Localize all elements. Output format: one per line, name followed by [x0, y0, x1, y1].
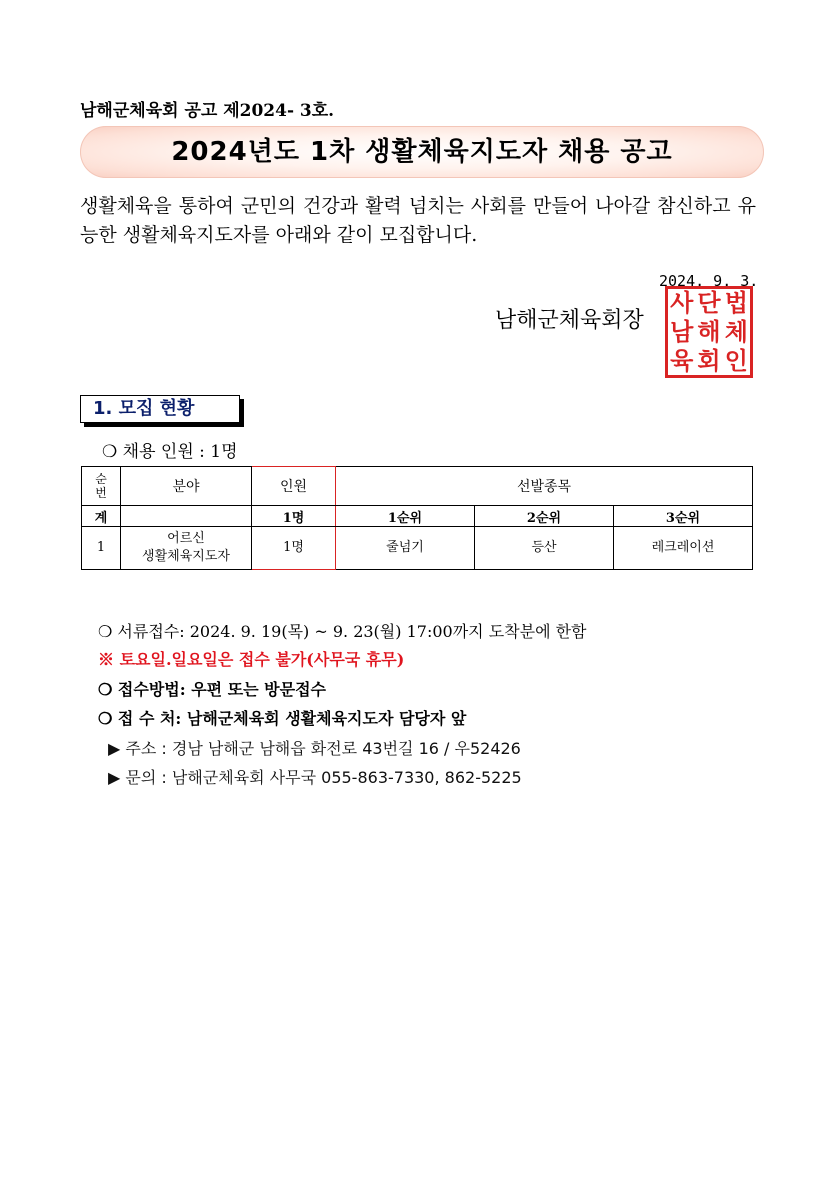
row-rank2: 등산 — [475, 527, 614, 570]
row-field-line1: 어르신 — [167, 531, 205, 546]
documents-period: ❍ 서류접수: 2024. 9. 19(목) ~ 9. 23(월) 17:00까지 도착분에 한함 — [98, 622, 587, 641]
table-total-row — [82, 506, 753, 527]
recruitment-table — [81, 466, 753, 570]
address-line: ▶ 주소 : 경남 남해군 남해읍 화전로 43번길 16 / 우52426 — [108, 739, 521, 758]
seal-char: 남 — [670, 317, 694, 346]
seal-char: 법 — [724, 289, 748, 318]
page-title: 2024년도 1차 생활체육지도자 채용 공고 — [171, 137, 673, 167]
total-label: 계 — [82, 506, 121, 527]
header-selection: 선발종목 — [336, 467, 753, 506]
header-count: 인원 — [252, 467, 336, 506]
header-field: 분야 — [121, 467, 252, 506]
rank2-header: 2순위 — [475, 506, 614, 527]
announcement-date: 2024. 9. 3. — [659, 272, 759, 290]
table-row — [82, 527, 753, 570]
row-field — [121, 527, 252, 570]
header-no: 순번 — [82, 467, 121, 506]
notice-number: 남해군체육회 공고 제2024- 3호. — [80, 101, 335, 121]
row-rank1: 줄넘기 — [336, 527, 475, 570]
submission-place: ❍ 접 수 처: 남해군체육회 생활체육지도자 담당자 앞 — [98, 709, 467, 728]
rank1-header: 1순위 — [336, 506, 475, 527]
row-no: 1 — [82, 527, 121, 570]
table-header-row — [82, 467, 753, 506]
section-heading-recruitment: 1. 모집 현황 — [80, 395, 240, 423]
organization-signature: 남해군체육회장 — [495, 308, 644, 333]
seal-char: 육 — [670, 346, 694, 375]
weekend-notice: ※ 토요일.일요일은 접수 불가(사무국 휴무) — [98, 650, 405, 669]
contact-line: ▶ 문의 : 남해군체육회 사무국 055-863-7330, 862-5225 — [108, 768, 522, 787]
total-count: 1명 — [252, 506, 336, 527]
seal-char: 단 — [697, 289, 721, 318]
hire-count-line: ❍ 채용 인원 : 1명 — [102, 442, 238, 462]
seal-char: 사 — [670, 289, 694, 318]
seal-char: 해 — [697, 317, 721, 346]
row-count: 1명 — [252, 527, 336, 570]
seal-char: 회 — [697, 346, 721, 375]
seal-char: 인 — [724, 346, 748, 375]
rank3-header: 3순위 — [614, 506, 753, 527]
row-rank3: 레크레이션 — [614, 527, 753, 570]
official-seal — [665, 286, 753, 378]
submission-method: ❍ 접수방법: 우편 또는 방문접수 — [98, 680, 327, 699]
total-field — [121, 506, 252, 527]
row-field-line2: 생활체육지도자 — [142, 549, 230, 564]
seal-char: 체 — [724, 317, 748, 346]
intro-paragraph: 생활체육을 통하여 군민의 건강과 활력 넘치는 사회를 만들어 나아갈 참신하고 유능한 생활체육지도자를 아래와 같이 모집합니다. — [80, 195, 756, 246]
